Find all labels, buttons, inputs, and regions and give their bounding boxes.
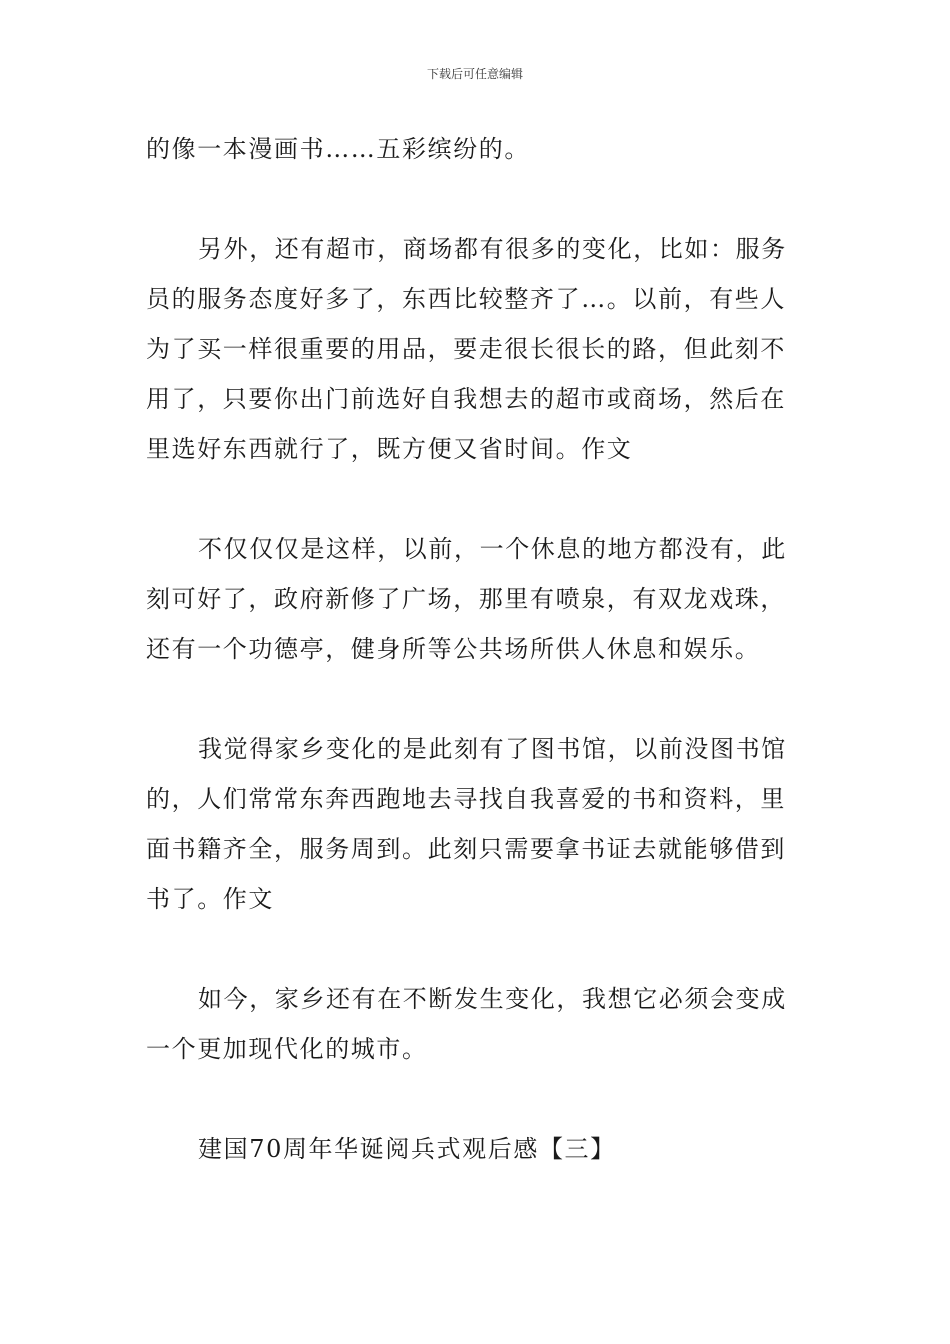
paragraph-square [146, 524, 810, 674]
paragraph-library [146, 724, 810, 924]
text-line: 另外，还有超市，商场都有很多的变化，比如：服务 [198, 235, 787, 263]
text-line: 我觉得家乡变化的是此刻有了图书馆，以前没图书馆 [198, 735, 787, 763]
text-line: 书了。作文 [146, 885, 274, 913]
text-line: 还有一个功德亭，健身所等公共场所供人休息和娱乐。 [146, 635, 761, 663]
section-heading: 建国70周年华诞阅兵式观后感【三】 [198, 1135, 616, 1163]
paragraph-supermarket [146, 224, 810, 474]
text-line: 如今，家乡还有在不断发生变化，我想它必须会变成 [198, 985, 787, 1013]
paragraph-gap [146, 174, 810, 224]
paragraph-continuation [146, 124, 810, 174]
paragraph-conclusion [146, 974, 810, 1074]
text-line: 里选好东西就行了，既方便又省时间。作文 [146, 435, 633, 463]
document-body [146, 124, 810, 1174]
text-line: 刻可好了，政府新修了广场，那里有喷泉，有双龙戏珠， [146, 585, 786, 613]
text-line: 的像一本漫画书……五彩缤纷的。 [146, 135, 530, 163]
text-line: 为了买一样很重要的用品，要走很长很长的路，但此刻不 [146, 335, 786, 363]
paragraph-gap [146, 474, 810, 524]
text-line: 一个更加现代化的城市。 [146, 1035, 428, 1063]
paragraph-gap [146, 1074, 810, 1124]
paragraph-gap [146, 674, 810, 724]
paragraph-gap [146, 924, 810, 974]
text-line: 员的服务态度好多了，东西比较整齐了…。以前，有些人 [146, 285, 786, 313]
text-line: 不仅仅仅是这样，以前，一个休息的地方都没有，此 [198, 535, 787, 563]
text-line: 面书籍齐全，服务周到。此刻只需要拿书证去就能够借到 [146, 835, 786, 863]
text-line: 的，人们常常东奔西跑地去寻找自我喜爱的书和资料，里 [146, 785, 786, 813]
page-header-note: 下载后可任意编辑 [426, 67, 523, 81]
text-line: 用了，只要你出门前选好自我想去的超市或商场，然后在 [146, 385, 786, 413]
